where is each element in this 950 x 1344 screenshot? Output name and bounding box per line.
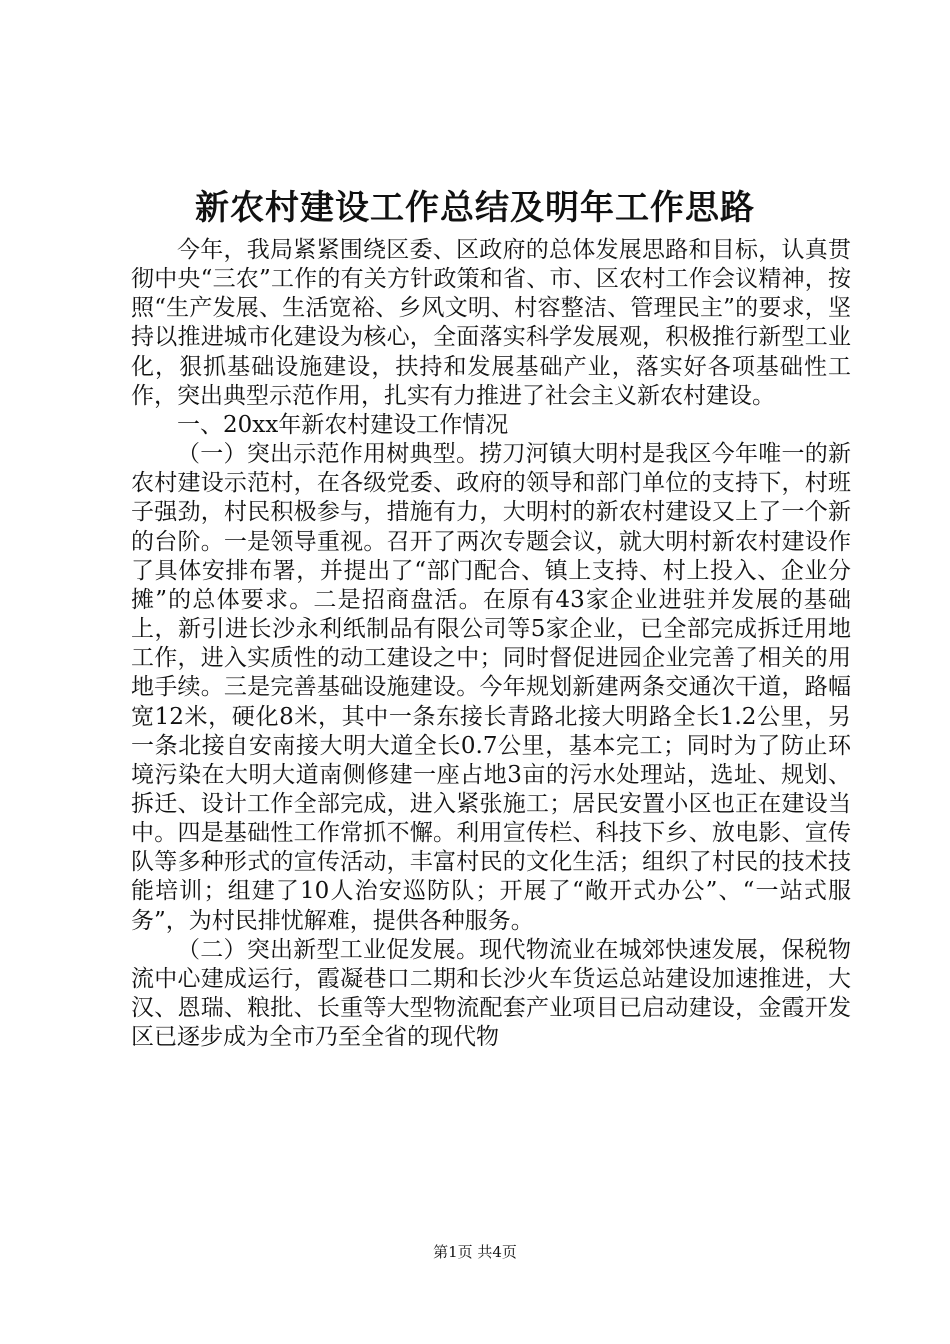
page-footer: 第1页 共4页 [433, 1243, 517, 1261]
section-heading-1: 一、20xx年新农村建设工作情况 [177, 411, 509, 438]
document-body [131, 236, 851, 1052]
paragraph-section-1-2: （二）突出新型工业促发展。现代物流业在城郊快速发展，保税物流中心建成运行，霞凝巷口二期和长沙火车货运总站建设加速推进，大汉、恩瑞、粮批、长重等大型物流配套产业项目已启动建设，金霞开发区已逐步成为全市乃至全省的现代物 [131, 936, 851, 1051]
paragraph-section-1-1: （一）突出示范作用树典型。捞刀河镇大明村是我区今年唯一的新农村建设示范村，在各级党委、政府的领导和部门单位的支持下，村班子强劲，村民积极参与，措施有力，大明村的新农村建设又上了一个新的台阶。一是领导重视。召开了两次专题会议，就大明村新农村建设作了具体安排布署，并提出了“部门配合、镇上支持、村上投入、企业分摊”的总体要求。二是招商盘活。在原有43家企业进驻并发展的基础上，新引进长沙永利纸制品有限公司等5家企业，已全部完成拆迁用地工作，进入实质性的动工建设之中；同时督促进园企业完善了相关的用地手续。三是完善基础设施建设。今年规划新建两条交通次干道，路幅宽12米，硬化8米，其中一条东接长青路北接大明路全长1.2公里，另一条北接自安南接大明大道全长0.7公里，基本完工；同时为了防止环境污染在大明大道南侧修建一座占地3亩的污水处理站，选址、规划、拆迁、设计工作全部完成，进入紧张施工；居民安置小区也正在建设当中。四是基础性工作常抓不懈。利用宣传栏、科技下乡、放电影、宣传队等多种形式的宣传活动，丰富村民的文化生活；组织了村民的技术技能培训；组建了10人治安巡防队；开展了“敞开式办公”、“一站式服务”，为村民排忧解难，提供各种服务。 [131, 441, 851, 934]
paragraph-intro: 今年，我局紧紧围绕区委、区政府的总体发展思路和目标，认真贯彻中央“三农”工作的有关方针政策和省、市、区农村工作会议精神，按照“生产发展、生活宽裕、乡风文明、村容整洁、管理民主”的要求，坚持以推进城市化建设为核心，全面落实科学发展观，积极推行新型工业化，狠抓基础设施建设，扶持和发展基础产业，落实好各项基础性工作，突出典型示范作用，扎实有力推进了社会主义新农村建设。 [131, 237, 851, 409]
document-title: 新农村建设工作总结及明年工作思路 [195, 188, 755, 228]
